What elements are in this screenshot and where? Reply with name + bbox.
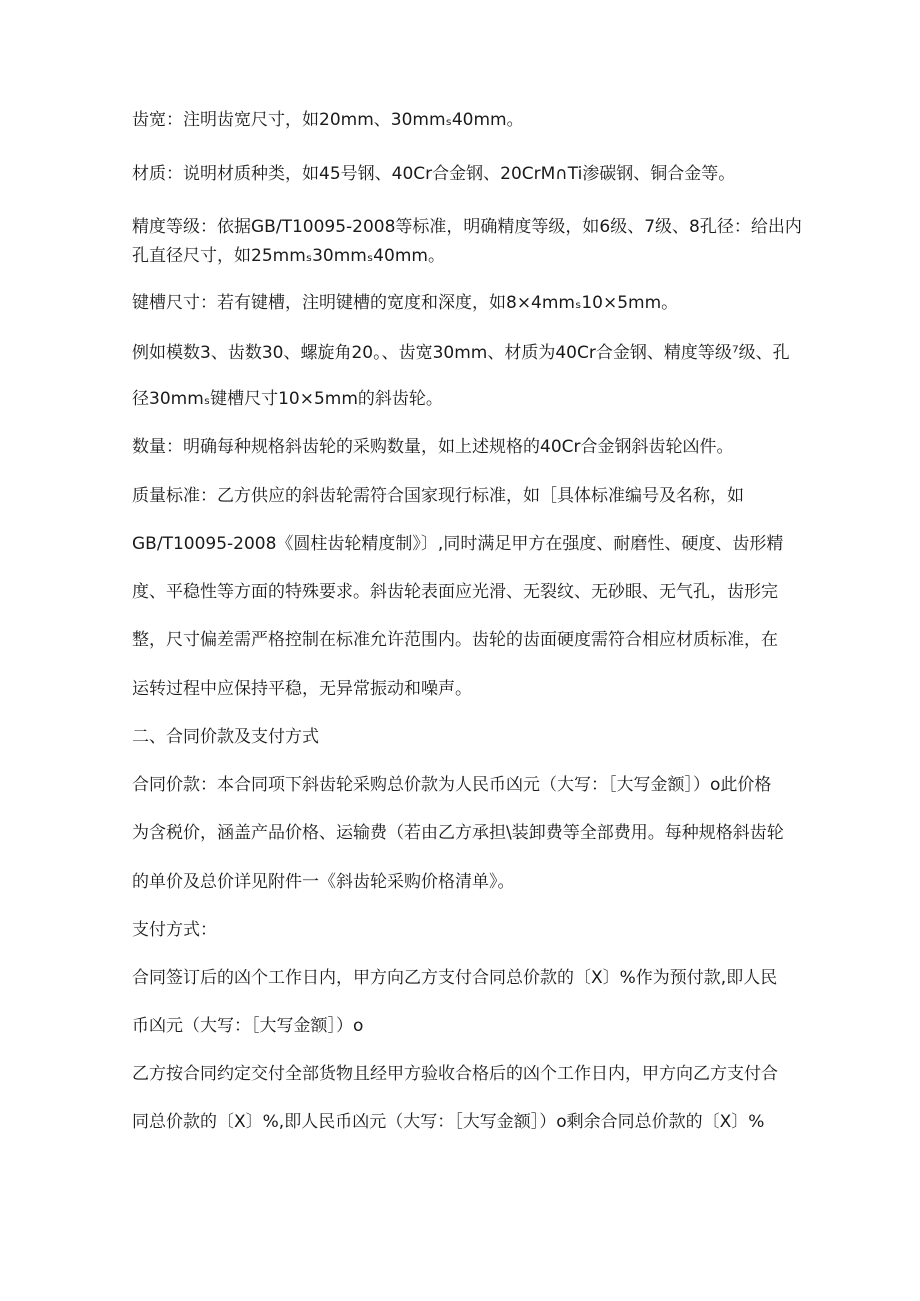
text-line: 支付方式：: [132, 920, 217, 940]
text-line: 数量：明确每种规格斜齿轮的采购数量，如上述规格的40Cr合金钢斜齿轮凶件。: [132, 437, 734, 457]
text-line: 材质：说明材质种类，如45号钢、40Cr合金钢、20CrM∩Ti渗碳钢、铜合金等。: [132, 164, 736, 184]
text-line: 整，尺寸偏差需严格控制在标准允许范围内。齿轮的齿面硬度需符合相应材质标准，在: [132, 630, 778, 650]
text-line: 键槽尺寸：若有键槽，注明键槽的宽度和深度，如8×4mmₛ10×5mm。: [132, 293, 679, 313]
text-line: GB/T10095-2008《圆柱齿轮精度制》〕,同时满足甲方在强度、耐磨性、硬度、齿形精: [132, 534, 784, 554]
text-line: 精度等级：依据GB/T10095-2008等标准，明确精度等级，如6级、7级、8孔径：给出内: [132, 217, 802, 237]
text-line: 质量标准：乙方供应的斜齿轮需符合国家现行标准，如［具体标准编号及名称，如: [132, 486, 744, 506]
section-heading: 二、合同价款及支付方式: [132, 727, 319, 747]
text-line: 合同签订后的凶个工作日内，甲方向乙方支付合同总价款的〔X〕%作为预付款,即人民: [132, 968, 778, 988]
text-line: 齿宽：注明齿宽尺寸，如20mm、30mmₛ40mm。: [132, 110, 524, 130]
text-line: 乙方按合同约定交付全部货物且经甲方验收合格后的凶个工作日内，甲方向乙方支付合: [132, 1064, 778, 1084]
text-line: 运转过程中应保持平稳，无异常振动和噪声。: [132, 679, 472, 699]
text-line: 孔直径尺寸，如25mmₛ30mmₛ40mm。: [132, 246, 445, 266]
text-line: 币凶元（大写：［大写金额］）o: [132, 1016, 364, 1036]
text-line: 径30mmₛ键槽尺寸10×5mm的斜齿轮。: [132, 389, 443, 409]
text-line: 为含税价，涵盖产品价格、运输费（若由乙方承担\装卸费等全部费用。每种规格斜齿轮: [132, 823, 784, 843]
text-line: 合同价款：本合同项下斜齿轮采购总价款为人民币凶元（大写：［大写金额］）o此价格: [132, 775, 772, 795]
text-line: 度、平稳性等方面的特殊要求。斜齿轮表面应光滑、无裂纹、无砂眼、无气孔，齿形完: [132, 582, 778, 602]
text-line: 例如模数3、齿数30、螺旋角20。、齿宽30mm、材质为40Cr合金钢、精度等级⁷级、孔: [132, 343, 790, 363]
text-line: 的单价及总价详见附件一《斜齿轮采购价格清单》。: [132, 872, 515, 892]
text-line: 同总价款的〔X〕%,即人民币凶元（大写：［大写金额］）o剩余合同总价款的〔X〕%: [132, 1112, 765, 1132]
